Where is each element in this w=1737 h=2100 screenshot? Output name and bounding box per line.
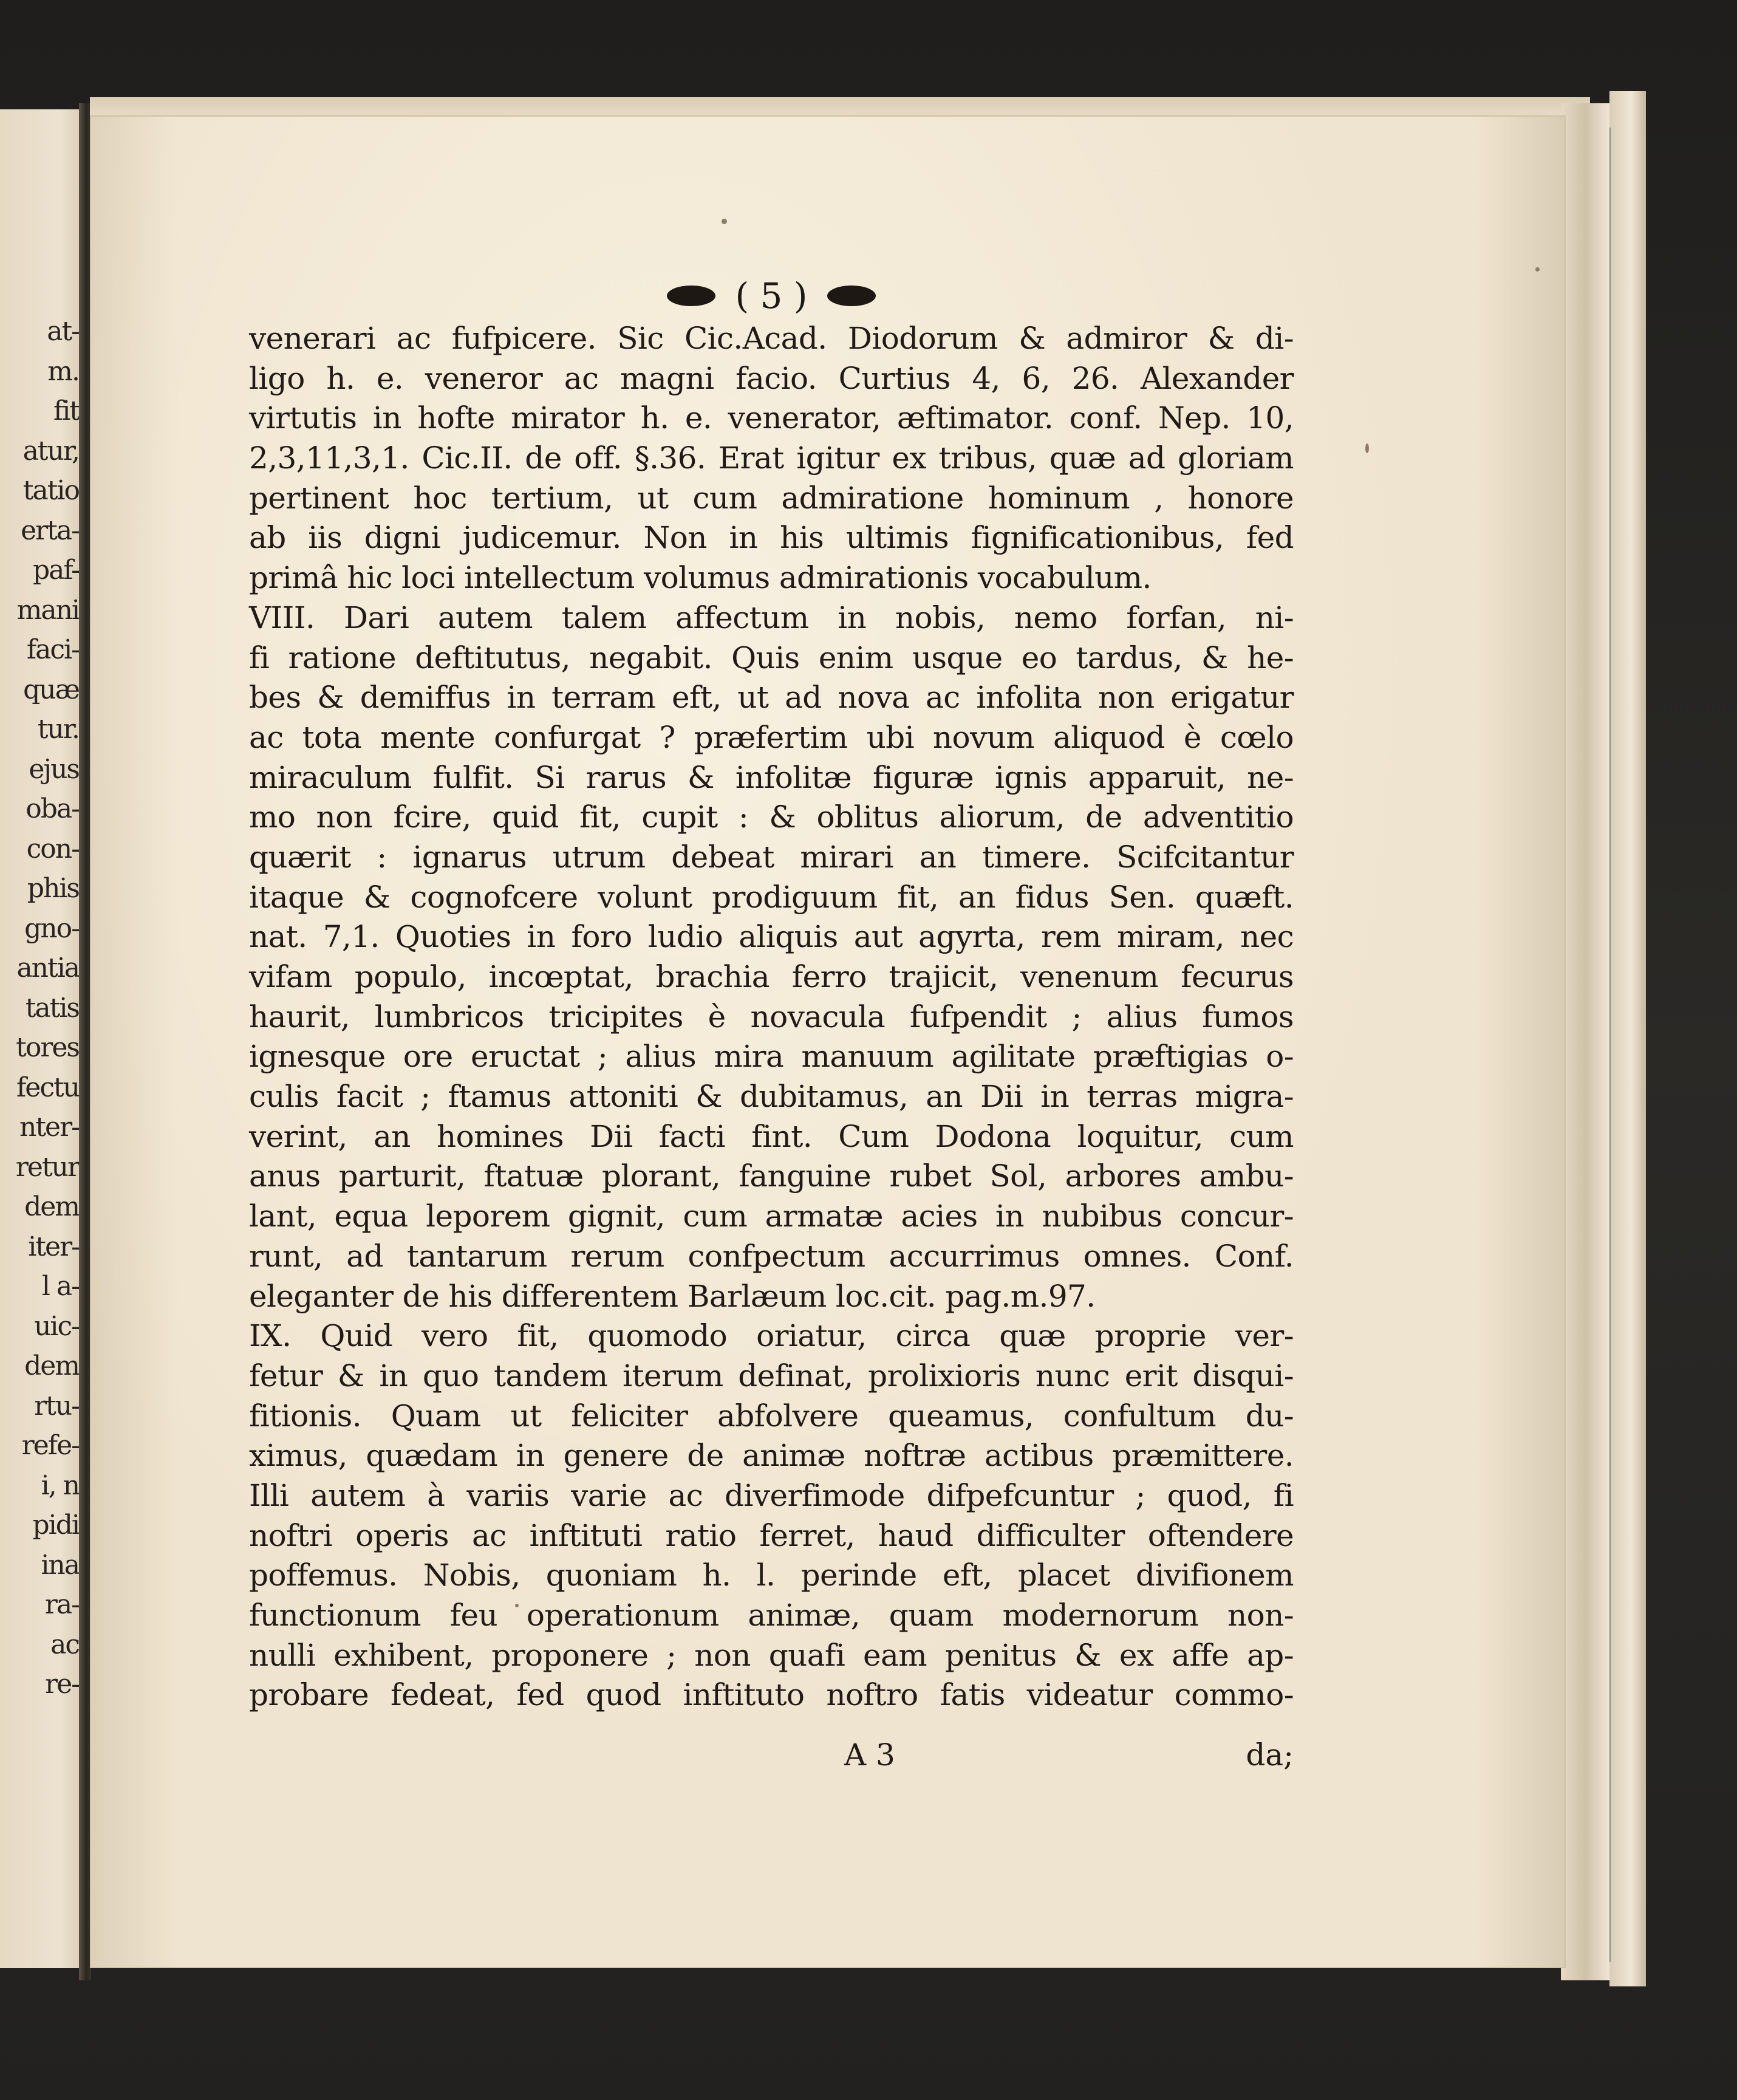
text-line: ac tota mente confurgat ? præfertim ubi novum aliquod è cœlo: [249, 719, 1294, 755]
text-line: runt, ad tantarum rerum confpectum accurrimus omnes. Conf.: [249, 1238, 1294, 1274]
left-page-fragment: atur,: [22, 435, 79, 467]
paper-speck: [1365, 443, 1369, 453]
left-page-fragment: phis: [27, 873, 79, 904]
text-line: culis facit ; ftamus attoniti & dubitamus, an Dii in terras migra-: [249, 1079, 1294, 1115]
text-line: mo non fcire, quid fit, cupit : & oblitus aliorum, de adventitio: [249, 799, 1294, 835]
left-page-fragment: fectu: [16, 1072, 79, 1103]
left-page-fragment: i, n: [41, 1469, 79, 1501]
text-line: ab iis digni judicemur. Non in his ultimis fignificationibus, fed: [249, 520, 1294, 556]
left-page-fragment: tores: [16, 1032, 79, 1063]
text-line: verint, an homines Dii facti fint. Cum Dodona loquitur, cum: [249, 1118, 1294, 1154]
text-line: eleganter de his differentem Barlæum loc.cit. pag.m.97.: [249, 1278, 1096, 1314]
header-ornament-right-icon: [827, 286, 876, 306]
text-line: VIII. Dari autem talem affectum in nobis, nemo forfan, ni-: [249, 600, 1294, 635]
text-line: 2,3,11,3,1. Cic.II. de off. §.36. Erat igitur ex tribus, quæ ad gloriam: [249, 440, 1294, 476]
left-page-fragment: re-: [45, 1669, 79, 1700]
text-line: virtutis in hofte mirator h. e. venerator, æftimator. conf. Nep. 10,: [249, 400, 1294, 436]
text-line: ignesque ore eructat ; alius mira manuum agilitate præftigias o-: [249, 1039, 1294, 1075]
text-line: lant, equa leporem gignit, cum armatæ acies in nubibus concur-: [249, 1199, 1294, 1234]
text-line: nat. 7,1. Quoties in foro ludio aliquis aut agyrta, rem miram, nec: [249, 919, 1294, 955]
text-line: poffemus. Nobis, quoniam h. l. perinde eft, placet divifionem: [249, 1558, 1294, 1593]
left-page-fragment: ina: [41, 1549, 79, 1581]
left-page-edge: [0, 109, 85, 1968]
left-page-fragment: oba-: [26, 793, 79, 824]
left-page-fragment: uic-: [34, 1310, 79, 1342]
text-line: haurit, lumbricos tricipites è novacula fufpendit ; alius fumos: [249, 999, 1294, 1035]
left-page-fragment: m.: [47, 355, 79, 387]
left-page-fragment: nter-: [19, 1112, 79, 1143]
left-page-fragment: refe-: [21, 1430, 79, 1461]
text-line: IX. Quid vero fit, quomodo oriatur, circa quæ proprie ver-: [249, 1318, 1294, 1354]
text-line: primâ hic loci intellectum volumus admirationis vocabulum.: [249, 560, 1152, 596]
text-line: Illi autem à variis varie ac diverfimode difpefcuntur ; quod, fi: [249, 1477, 1294, 1513]
left-page-fragment: ra-: [44, 1589, 79, 1620]
book-gutter: [79, 103, 91, 1980]
left-page-fragment: ac: [50, 1629, 79, 1660]
left-page-fragment: mani: [16, 594, 79, 626]
left-page-fragment: quæ: [23, 674, 79, 705]
text-line: probare fedeat, fed quod inftituto noftro fatis videatur commo-: [249, 1677, 1294, 1713]
left-page-fragment: pidi: [32, 1510, 79, 1541]
left-page-fragment: ejus: [29, 753, 79, 785]
left-page-fragment: l a-: [41, 1271, 79, 1302]
catchword: da;: [1246, 1737, 1294, 1773]
text-line: venerari ac fufpicere. Sic Cic.Acad. Diodorum & admiror & di-: [249, 321, 1294, 356]
left-page-fragment: at-: [47, 316, 79, 347]
left-page-fragment: iter-: [28, 1231, 79, 1262]
left-page-fragment: tur.: [37, 714, 79, 745]
text-line: bes & demiffus in terram eft, ut ad nova ac infolita non erigatur: [249, 680, 1294, 716]
body-text: [249, 319, 1294, 1715]
text-line: fetur & in quo tandem iterum definat, prolixioris nunc erit disqui-: [249, 1358, 1294, 1394]
left-page-fragment: rtu-: [34, 1390, 79, 1421]
text-line: miraculum fulfit. Si rarus & infolitæ figuræ ignis apparuit, ne-: [249, 759, 1294, 795]
text-line: ligo h. e. veneror ac magni facio. Curtius 4, 6, 26. Alexander: [249, 360, 1294, 396]
text-line: fi ratione deftitutus, negabit. Quis enim usque eo tardus, & he-: [249, 640, 1294, 675]
left-page-fragment: tatis: [25, 992, 79, 1024]
paper-speck: [1535, 267, 1540, 272]
text-line: noftri operis ac inftituti ratio ferret, haud difficulter oftendere: [249, 1517, 1294, 1553]
left-page-fragment: paf-: [33, 555, 79, 586]
text-line: anus parturit, ftatuæ plorant, fanguine rubet Sol, arbores ambu-: [249, 1158, 1294, 1194]
left-page-fragment: dem: [24, 1191, 79, 1222]
page-footer: [249, 1737, 1294, 1780]
cover-edge: [1609, 91, 1646, 1986]
left-page-fragment: faci-: [26, 634, 79, 665]
text-line: ximus, quædam in genere de animæ noftræ actibus præmittere.: [249, 1438, 1294, 1474]
left-page-fragment: tatio: [22, 475, 79, 506]
page-number: ( 5 ): [735, 275, 808, 316]
left-page-fragment: erta-: [21, 515, 79, 546]
page-header: [644, 272, 899, 315]
text-line: nulli exhibent, proponere ; non quafi eam penitus & ex affe ap-: [249, 1637, 1294, 1673]
left-page-fragment: dem: [24, 1350, 79, 1381]
text-line: itaque & cognofcere volunt prodiguum fit, an fidus Sen. quæft.: [249, 879, 1294, 915]
left-page-fragment: gno-: [24, 912, 79, 944]
paper-speck: [722, 219, 727, 224]
text-line: vifam populo, incœptat, brachia ferro trajicit, venenum fecurus: [249, 959, 1294, 994]
left-page-fragment: antia: [16, 953, 79, 983]
text-line: functionum feu operationum animæ, quam modernorum non-: [249, 1598, 1294, 1633]
text-line: fitionis. Quam ut feliciter abfolvere queamus, confultum du-: [249, 1398, 1294, 1434]
signature-mark: A 3: [844, 1737, 895, 1773]
left-page-fragment: fit: [53, 395, 79, 426]
left-page-fragment: con-: [26, 833, 79, 864]
text-line: pertinent hoc tertium, ut cum admiratione hominum , honore: [249, 480, 1294, 516]
header-ornament-left-icon: [667, 286, 715, 306]
page-right-margin: [1561, 103, 1609, 1980]
left-page-fragment: retur: [15, 1151, 79, 1183]
text-line: quærit : ignarus utrum debeat mirari an timere. Scifcitantur: [249, 839, 1294, 875]
